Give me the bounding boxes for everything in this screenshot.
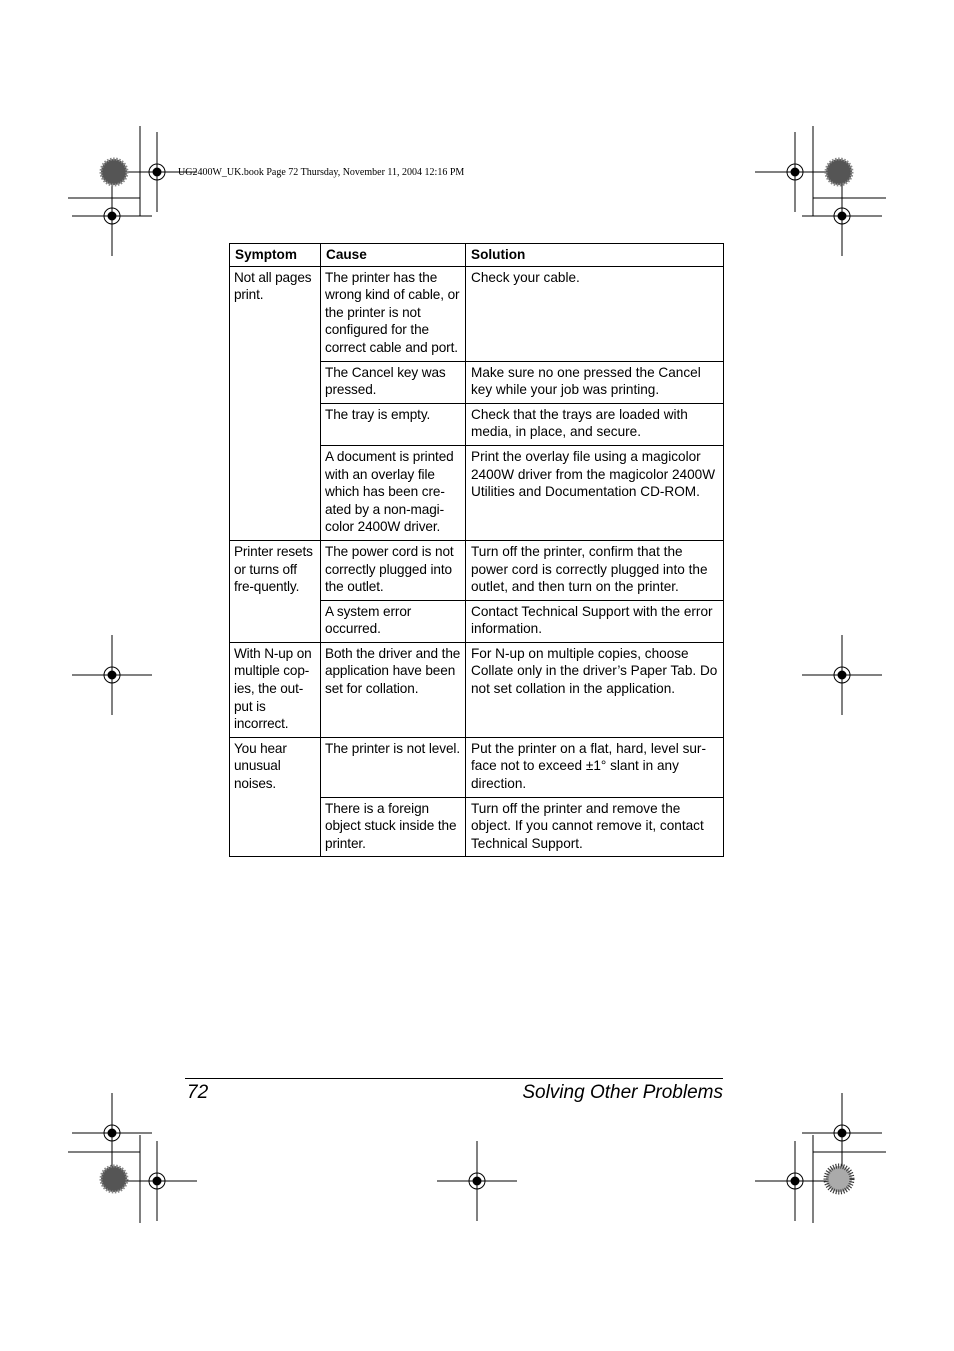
- table-row: [230, 737, 724, 797]
- solution-cell: For N-up on multiple copies, choose Collate only in the driver’s Paper Tab. Do not set collation in the application.: [466, 642, 724, 737]
- print-slug: UG2400W_UK.book Page 72 Thursday, November 11, 2004 12:16 PM: [178, 167, 465, 178]
- solution-cell: Turn off the printer, confirm that the power cord is correctly plugged into the outlet, and then turn on the printer.: [466, 540, 724, 600]
- symptom-cell: You hear unusual noises.: [230, 737, 321, 857]
- solution-cell: Make sure no one pressed the Cancel key while your job was printing.: [466, 361, 724, 403]
- solution-header: Solution: [466, 244, 724, 267]
- footer-section-title: Solving Other Problems: [522, 1082, 723, 1103]
- solution-cell: Print the overlay file using a magicolor 2400W driver from the magicolor 2400W Utilities and Documentation CD-ROM.: [466, 445, 724, 540]
- cause-cell: The printer has the wrong kind of cable, or the printer is not configured for the correct cable and port.: [321, 266, 466, 361]
- cause-cell: Both the driver and the application have been set for collation.: [321, 642, 466, 737]
- table-header-row: [230, 244, 724, 267]
- cause-header: Cause: [321, 244, 466, 267]
- cause-cell: The tray is empty.: [321, 403, 466, 445]
- solution-cell: Put the printer on a flat, hard, level sur-face not to exceed ±1° slant in any direction.: [466, 737, 724, 797]
- symptom-cell: Not all pages print.: [230, 266, 321, 540]
- solution-cell: Check that the trays are loaded with media, in place, and secure.: [466, 403, 724, 445]
- symptom-header: Symptom: [230, 244, 321, 267]
- symptom-cell: Printer resets or turns off fre-quently.: [230, 540, 321, 642]
- solution-cell: Check your cable.: [466, 266, 724, 361]
- cause-cell: There is a foreign object stuck inside the printer.: [321, 797, 466, 857]
- cause-cell: A system error occurred.: [321, 600, 466, 642]
- cause-cell: The printer is not level.: [321, 737, 466, 797]
- table-row: [230, 540, 724, 600]
- solution-cell: Turn off the printer and remove the object. If you cannot remove it, contact Technical Support.: [466, 797, 724, 857]
- cause-cell: The power cord is not correctly plugged into the outlet.: [321, 540, 466, 600]
- table-row: [230, 642, 724, 737]
- footer-rule: [185, 1078, 723, 1079]
- solution-cell: Contact Technical Support with the error information.: [466, 600, 724, 642]
- troubleshooting-table: [229, 243, 724, 857]
- symptom-cell: With N-up on multiple cop-ies, the out-put is incorrect.: [230, 642, 321, 737]
- table-row: [230, 266, 724, 361]
- cause-cell: A document is printed with an overlay file which has been cre-ated by a non-magi-color 2400W driver.: [321, 445, 466, 540]
- page-number: 72: [187, 1082, 209, 1103]
- cause-cell: The Cancel key was pressed.: [321, 361, 466, 403]
